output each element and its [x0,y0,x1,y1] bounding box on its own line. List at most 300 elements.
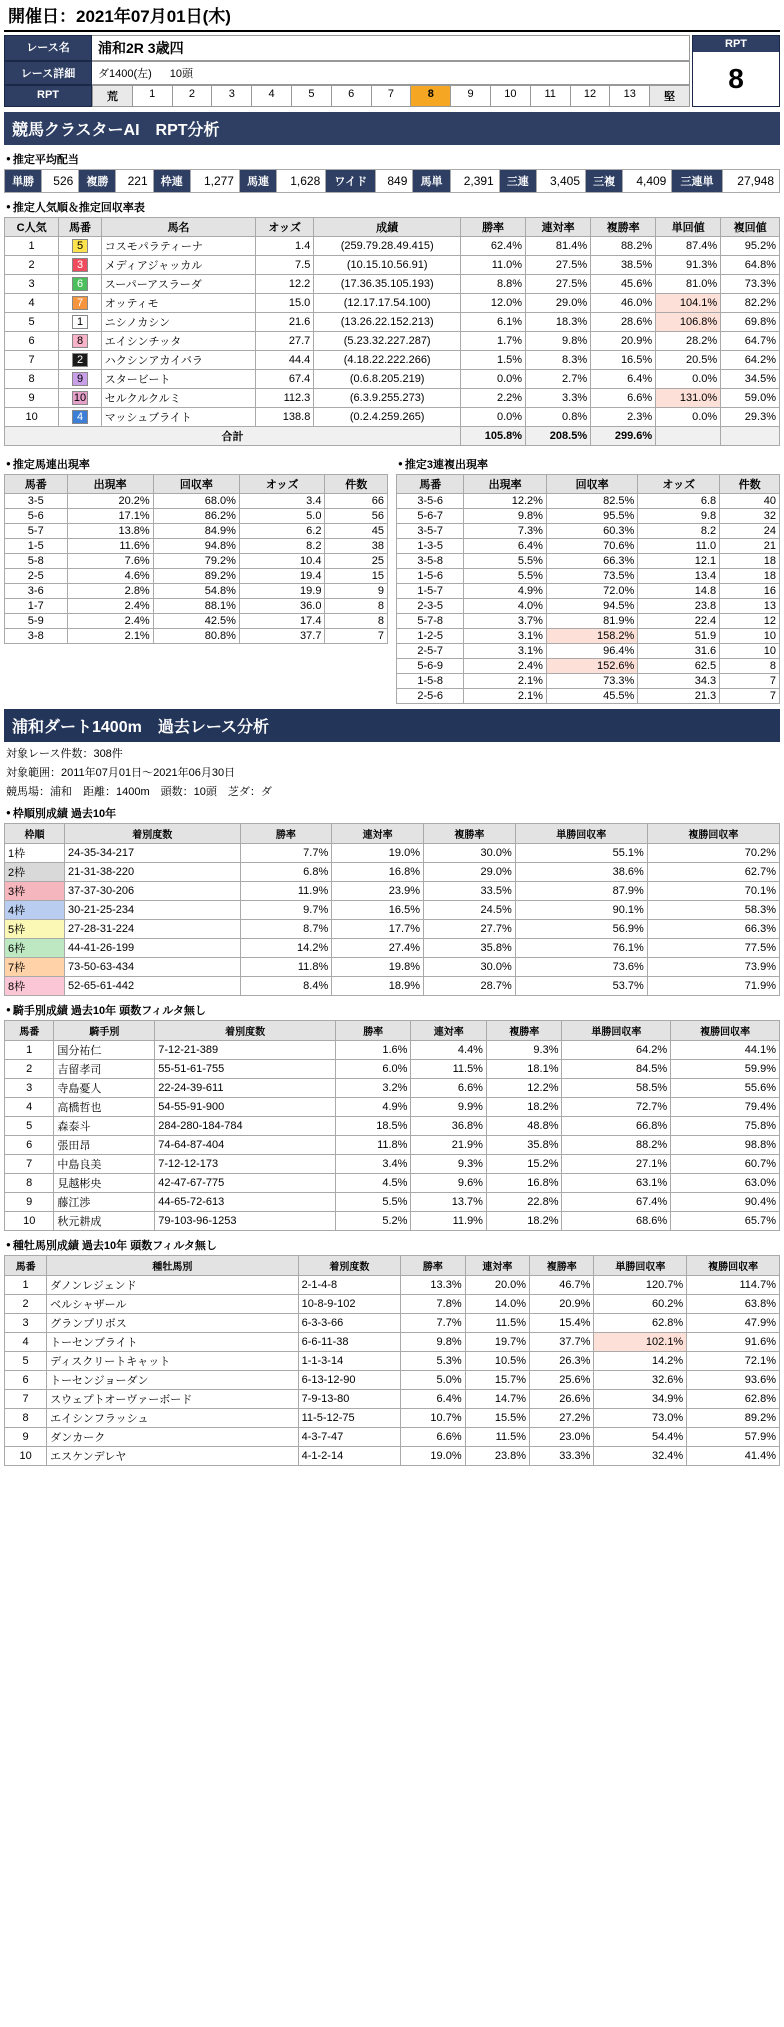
rpt-scale-cell: 5 [292,85,332,107]
table-cell: 6 [5,1371,47,1390]
table-cell: 18.2% [486,1098,562,1117]
column-header: 馬番 [5,475,68,494]
table-cell: 10 [5,1212,54,1231]
table-cell: マッシュブライト [101,408,255,427]
table-cell: 88.1% [153,599,239,614]
table-cell: 38 [325,539,388,554]
table-cell: 86.2% [153,509,239,524]
table-cell: 2-3-5 [397,599,464,614]
column-header: 連対率 [332,824,424,844]
horse-number [59,275,102,294]
table-cell: 44-41-26-199 [65,939,240,958]
table-cell: コスモパラティーナ [101,237,255,256]
table-cell: 32.6% [594,1371,687,1390]
table-cell: トーセンジョーダン [47,1371,298,1390]
table-cell: 32 [720,509,780,524]
table-cell: 11.5% [411,1060,487,1079]
table-cell: 36.0 [239,599,325,614]
table-cell: スタービート [101,370,255,389]
table-cell: (259.79.28.49.415) [314,237,461,256]
table-cell: 54.4% [594,1428,687,1447]
table-cell: 29.0% [424,863,516,882]
column-header: 出現率 [67,475,153,494]
table-cell: 2-5-7 [397,644,464,659]
horse-number-chip: 10 [73,392,87,404]
table-cell: 4-3-7-47 [298,1428,401,1447]
table-cell: 20.9% [530,1295,594,1314]
table-cell: 3-6 [5,584,68,599]
table-cell: 6.4% [401,1390,465,1409]
table-cell: 1 [5,1041,54,1060]
column-header: 複勝回収率 [647,824,779,844]
table-cell: 3-5-7 [397,524,464,539]
umaren-table [4,474,388,644]
table-cell: 6.1% [461,313,526,332]
table-cell: 73.0% [594,1409,687,1428]
table-cell: 138.8 [256,408,314,427]
table-cell: 73.5% [546,569,637,584]
total-cell: 299.6% [591,427,656,446]
table-cell: 89.2% [153,569,239,584]
umaren-body [5,494,388,644]
rpt-box-title: RPT [693,36,779,52]
table-cell: 8 [5,1174,54,1193]
frame-label: 3枠 [5,882,65,901]
table-cell: エスケンデレヤ [47,1447,298,1466]
table-cell: 7-12-21-389 [155,1041,336,1060]
table-cell: 27.5% [526,275,591,294]
table-cell: 20.5% [656,351,721,370]
table-cell: 13.3% [401,1276,465,1295]
column-header: 単勝回収率 [562,1021,671,1041]
table-cell: 35.8% [424,939,516,958]
table-cell: 40 [720,494,780,509]
table-cell: セルクルクルミ [101,389,255,408]
column-header: 着別度数 [65,824,240,844]
table-row [5,958,780,977]
table-cell: 95.2% [721,237,780,256]
table-cell: ダンカーク [47,1428,298,1447]
table-cell: 5.5% [335,1193,411,1212]
column-header: 複勝率 [486,1021,562,1041]
table-cell: 55.1% [515,844,647,863]
table-cell: 3.1% [464,629,547,644]
table-row [5,389,780,408]
table-row [397,659,780,674]
table-row [5,313,780,332]
table-cell: 寺島憂人 [54,1079,155,1098]
table-cell: 21.9% [411,1136,487,1155]
column-header: 連対率 [411,1021,487,1041]
table-cell: 10 [720,629,780,644]
frame-label: 7枠 [5,958,65,977]
table-cell: 33.5% [424,882,516,901]
table-cell: 3-8 [5,629,68,644]
table-cell: 中島良美 [54,1155,155,1174]
rpt-scale-cell: 8 [411,85,451,107]
table-cell: 8 [5,1409,47,1428]
table-cell: 6-6-11-38 [298,1333,401,1352]
table-cell: 2.4% [464,659,547,674]
table-cell: 73.9% [647,958,779,977]
sire-stats-body [5,1276,780,1466]
table-cell: 12 [720,614,780,629]
table-cell: 33.3% [530,1447,594,1466]
table-cell: 7 [325,629,388,644]
table-cell: 13 [720,599,780,614]
table-cell: 8.2 [638,524,720,539]
horse-number [59,408,102,427]
table-cell: (13.26.22.152.213) [314,313,461,332]
horse-number [59,256,102,275]
table-row [397,524,780,539]
table-cell: 0.0% [656,408,721,427]
table-cell: 7.8% [401,1295,465,1314]
table-cell: 5.5% [464,569,547,584]
table-row [5,901,780,920]
column-header: オッズ [256,218,314,237]
table-cell: 34.9% [594,1390,687,1409]
table-cell: 20.2% [67,494,153,509]
column-header: 枠順 [5,824,65,844]
horse-number-chip: 9 [72,372,88,386]
table-cell: 24 [720,524,780,539]
frame-stats-body [5,844,780,996]
table-cell: 12.1 [638,554,720,569]
table-cell: エイシンチッタ [101,332,255,351]
table-cell: 5.5% [464,554,547,569]
table-cell: 5 [5,313,59,332]
table-cell: 73.3% [721,275,780,294]
table-cell: 38.5% [591,256,656,275]
table-cell: 57.9% [687,1428,780,1447]
table-cell: 13.7% [411,1193,487,1212]
table-cell: 23.8% [465,1447,529,1466]
jockey-stats-body [5,1041,780,1231]
table-cell: 131.0% [656,389,721,408]
table-cell: 73.3% [546,674,637,689]
rpt-scale-row [4,85,690,107]
column-header: オッズ [638,475,720,494]
table-cell: 27.7% [424,920,516,939]
table-row [5,1098,780,1117]
payout-label: 馬連 [239,170,276,193]
table-cell: 38.6% [515,863,647,882]
table-cell: 71.9% [647,977,779,996]
table-row [5,1390,780,1409]
table-cell: 7 [720,689,780,704]
table-row [397,509,780,524]
table-cell: 67.4 [256,370,314,389]
table-cell: 21-31-38-220 [65,863,240,882]
table-cell: 9.9% [411,1098,487,1117]
table-cell: 21 [720,539,780,554]
table-cell: 6 [5,1136,54,1155]
table-cell: 7.6% [67,554,153,569]
table-cell: 94.8% [153,539,239,554]
table-cell: 18.5% [335,1117,411,1136]
table-row [397,569,780,584]
table-cell: 23.9% [332,882,424,901]
table-cell: 17.1% [67,509,153,524]
table-cell: 12.2% [486,1079,562,1098]
table-cell: 6.4% [591,370,656,389]
column-header: 馬番 [5,1021,54,1041]
column-header: 回収率 [546,475,637,494]
table-cell: 4.9% [464,584,547,599]
table-cell: 34.3 [638,674,720,689]
table-row [5,554,388,569]
table-cell: 6.2 [239,524,325,539]
table-cell: 18.9% [332,977,424,996]
table-cell: 28.7% [424,977,516,996]
table-cell: 1-2-5 [397,629,464,644]
table-cell: 6-13-12-90 [298,1371,401,1390]
table-row [5,539,388,554]
sanrenpuku-title: ● 推定3連複出現率 [398,456,780,472]
table-cell: 27.4% [332,939,424,958]
table-cell: (12.17.17.54.100) [314,294,461,313]
table-cell: 17.7% [332,920,424,939]
table-cell: 64.8% [721,256,780,275]
umaren-header-row [5,475,388,494]
table-cell: 9 [325,584,388,599]
table-cell: (0.2.4.259.265) [314,408,461,427]
column-header: 複回値 [721,218,780,237]
horse-number [59,313,102,332]
table-row [5,1352,780,1371]
table-cell: 2.1% [464,674,547,689]
table-cell: 1 [5,237,59,256]
table-cell: 42.5% [153,614,239,629]
table-cell: 35.8% [486,1136,562,1155]
race-course: ダ1400(左) [98,68,152,80]
payout-label: 三複 [586,170,623,193]
table-cell: 45.6% [591,275,656,294]
rpt-scale-cell: 4 [252,85,292,107]
table-cell: 27.2% [530,1409,594,1428]
table-cell: 8 [325,614,388,629]
table-cell: 60.2% [594,1295,687,1314]
table-cell: 75.8% [671,1117,780,1136]
table-cell: 93.6% [687,1371,780,1390]
table-cell: (4.18.22.222.266) [314,351,461,370]
payout-label: 馬単 [413,170,450,193]
table-row [5,509,388,524]
table-cell: 24.5% [424,901,516,920]
table-cell: 1-5-8 [397,674,464,689]
table-cell: 9 [5,1193,54,1212]
table-cell: 9.8% [401,1333,465,1352]
rpt-scale-cell: 3 [212,85,252,107]
table-cell: 72.0% [546,584,637,599]
column-header: 騎手別 [54,1021,155,1041]
payout-value: 1,628 [277,170,326,193]
horse-number [59,237,102,256]
table-cell: 32.4% [594,1447,687,1466]
table-row [5,408,780,427]
table-cell: 62.8% [594,1314,687,1333]
table-cell: 7.7% [401,1314,465,1333]
table-cell: 9.6% [411,1174,487,1193]
table-cell: 19.4 [239,569,325,584]
rpt-score-box [692,35,780,107]
table-cell: 12.0% [461,294,526,313]
table-cell: 8.8% [461,275,526,294]
table-cell: 3 [5,1079,54,1098]
table-row [5,1295,780,1314]
table-cell: 82.2% [721,294,780,313]
table-cell: 1-1-3-14 [298,1352,401,1371]
table-cell: 16.8% [332,863,424,882]
payout-label: 三連 [499,170,536,193]
table-cell: 19.0% [332,844,424,863]
table-cell: 30.0% [424,958,516,977]
sire-stats-table [4,1255,780,1466]
table-cell: 84.9% [153,524,239,539]
table-cell: グランプリボス [47,1314,298,1333]
table-row [5,882,780,901]
table-row [5,569,388,584]
table-cell: 18.1% [486,1060,562,1079]
table-cell: 4.9% [335,1098,411,1117]
table-cell: 114.7% [687,1276,780,1295]
table-cell: 152.6% [546,659,637,674]
table-row [5,1060,780,1079]
table-cell: 7.7% [240,844,332,863]
table-cell: 7-12-12-173 [155,1155,336,1174]
column-header: 単回値 [656,218,721,237]
table-cell: 14.7% [465,1390,529,1409]
table-cell: 14.2% [594,1352,687,1371]
table-cell: 18 [720,554,780,569]
table-cell: 15.5% [465,1409,529,1428]
table-cell: 5 [5,1117,54,1136]
table-cell: 60.3% [546,524,637,539]
frame-stats-header-row [5,824,780,844]
table-cell: 4 [5,1098,54,1117]
table-cell: 81.4% [526,237,591,256]
table-cell: 45.5% [546,689,637,704]
table-row [5,1428,780,1447]
table-cell: 9.8% [526,332,591,351]
table-cell: 3 [5,1314,47,1333]
table-cell: 9 [5,1428,47,1447]
table-cell: 70.2% [647,844,779,863]
table-cell: 14.8 [638,584,720,599]
meeting-date: 開催日：2021年07月01日(木) [4,0,780,32]
table-cell: 11.5% [465,1428,529,1447]
table-cell: 10 [720,644,780,659]
table-row [5,256,780,275]
table-cell: 8 [5,370,59,389]
table-cell: 63.8% [687,1295,780,1314]
course-range: 対象範囲：2011年07月01日～2021年06月30日 [6,767,236,779]
table-cell: 77.5% [647,939,779,958]
table-cell: 15.7% [465,1371,529,1390]
column-header: 連対率 [465,1256,529,1276]
total-row [5,427,780,446]
table-cell: 3 [5,275,59,294]
table-cell: 120.7% [594,1276,687,1295]
table-cell: 16.8% [486,1174,562,1193]
table-cell: 90.4% [671,1193,780,1212]
column-header: オッズ [239,475,325,494]
frame-label: 5枠 [5,920,65,939]
table-cell: 59.0% [721,389,780,408]
table-cell: 2.1% [464,689,547,704]
table-cell: ニシノカシン [101,313,255,332]
table-cell: 23.8 [638,599,720,614]
table-cell: 4 [5,1333,47,1352]
table-cell: 11.9% [240,882,332,901]
table-cell: 46.0% [591,294,656,313]
payout-value: 4,409 [623,170,672,193]
table-cell: 73-50-63-434 [65,958,240,977]
table-cell: 6.6% [411,1079,487,1098]
table-cell: 91.3% [656,256,721,275]
table-cell: 0.0% [461,370,526,389]
table-cell: 27.1% [562,1155,671,1174]
table-cell: 36.8% [411,1117,487,1136]
table-cell: 47.9% [687,1314,780,1333]
total-label: 合計 [5,427,461,446]
table-cell: (0.6.8.205.219) [314,370,461,389]
table-cell: 6.6% [401,1428,465,1447]
table-cell: 5-6-9 [397,659,464,674]
table-cell: 7 [5,1155,54,1174]
popularity-table [4,217,780,446]
table-cell: 6.8 [638,494,720,509]
table-row [5,494,388,509]
table-cell: (5.23.32.227.287) [314,332,461,351]
table-cell: 82.5% [546,494,637,509]
table-cell: 6 [5,332,59,351]
table-cell: 5-6-7 [397,509,464,524]
table-cell: 59.9% [671,1060,780,1079]
table-cell: 1 [5,1276,47,1295]
table-cell: スウェプトオーヴァーボード [47,1390,298,1409]
column-header: 複勝回収率 [671,1021,780,1041]
table-row [397,539,780,554]
column-header: C人気 [5,218,59,237]
column-header: 単勝回収率 [594,1256,687,1276]
race-name-label: レース名 [4,35,92,61]
column-header: 勝率 [461,218,526,237]
frame-label: 4枠 [5,901,65,920]
table-cell: 7-9-13-80 [298,1390,401,1409]
umaren-title: ● 推定馬連出現率 [6,456,388,472]
table-cell: 72.1% [687,1352,780,1371]
table-cell: 5.0 [239,509,325,524]
column-header: 勝率 [401,1256,465,1276]
table-row [5,370,780,389]
horse-number [59,332,102,351]
column-header: 件数 [720,475,780,494]
rpt-scale-cell: 堅 [650,85,690,107]
table-cell: 6-3-3-66 [298,1314,401,1333]
table-cell: 7 [720,674,780,689]
table-cell: 60.7% [671,1155,780,1174]
table-cell: 1.5% [461,351,526,370]
table-cell: 16 [720,584,780,599]
column-header: 種牡馬別 [47,1256,298,1276]
frame-stats-table [4,823,780,996]
table-cell: 張田昂 [54,1136,155,1155]
table-cell: 76.1% [515,939,647,958]
table-cell: メディアジャッカル [101,256,255,275]
table-cell: 53.7% [515,977,647,996]
